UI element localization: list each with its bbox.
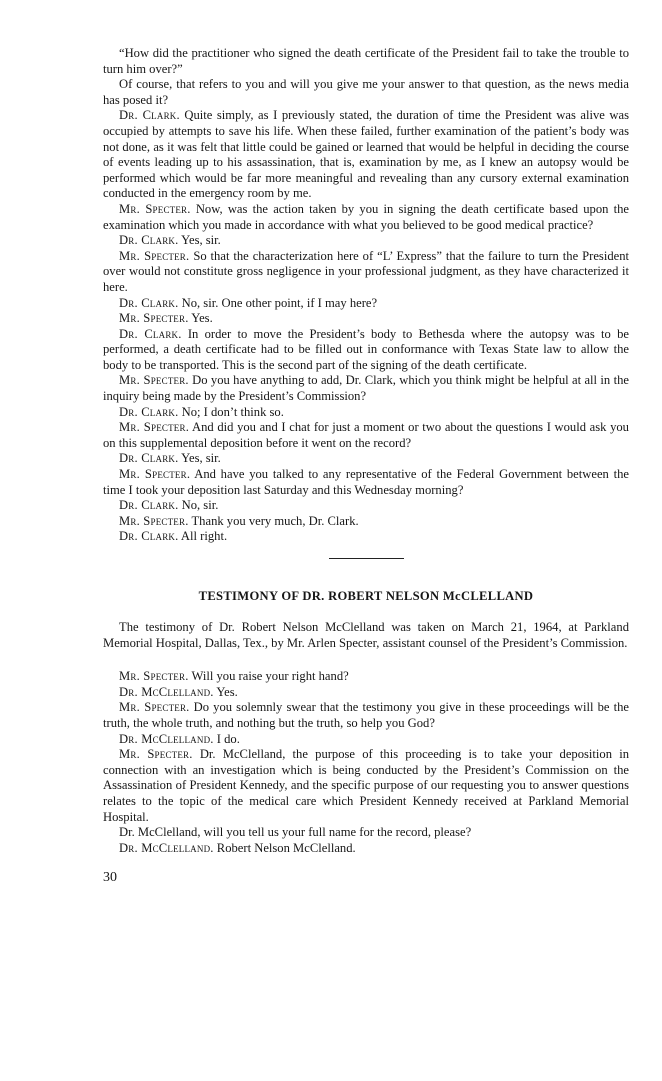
statement-text: No; I don’t think so.	[181, 404, 284, 419]
speaker-label: Dr. Clark.	[119, 451, 179, 466]
testimony-paragraph	[103, 108, 629, 202]
statement-text: Dr. McClelland, the purpose of this proceeding is to take your deposition in connection with an investigation which is being conducted by the President’s Commission on the Assassination of President Kennedy, and the specific purpose of our requesting you to answer questions relates to the topic of the medical care which President Kennedy received at Parkland Memorial Hospital.	[103, 747, 629, 824]
speaker-label: Mr. Specter.	[119, 373, 189, 388]
testimony-paragraph	[103, 514, 629, 530]
speaker-label: Mr. Specter.	[119, 747, 193, 762]
clark-testimony-continuation	[103, 46, 629, 545]
testimony-paragraph	[103, 327, 629, 374]
testimony-paragraph	[103, 202, 629, 233]
testimony-paragraph	[103, 467, 629, 498]
testimony-paragraph	[103, 373, 629, 404]
testimony-paragraph	[103, 311, 629, 327]
speaker-label: Mr. Specter.	[119, 669, 189, 684]
statement-text: No, sir.	[181, 498, 219, 513]
mcclelland-testimony	[103, 669, 629, 856]
statement-text: Yes.	[191, 311, 213, 326]
speaker-label: Mr. Specter.	[119, 420, 190, 435]
speaker-label: Dr. Clark.	[119, 233, 179, 248]
speaker-label: Dr. McClelland.	[119, 731, 214, 746]
statement-text: And have you talked to any representative of the Federal Government between the time I took your deposition last Saturday and this Wednesday morning?	[103, 467, 629, 497]
testimony-paragraph	[103, 405, 629, 421]
statement-text: Thank you very much, Dr. Clark.	[191, 513, 359, 528]
testimony-paragraph	[103, 46, 629, 77]
testimony-intro-paragraph: The testimony of Dr. Robert Nelson McClelland was taken on March 21, 1964, at Parkland Memorial Hospital, Dallas, Tex., by Mr. Arlen Specter, assistant counsel of the President’s Commission.	[103, 620, 629, 650]
statement-text: So that the characterization here of “L’ Express” that the failure to turn the President over would not constitute gross negligence in your professional judgment, as they have characterized it here.	[103, 248, 629, 294]
page-number: 30	[103, 870, 117, 886]
statement-text: Now, was the action taken by you in signing the death certificate based upon the examination which you made in accordance with what you believed to be good medical practice?	[103, 201, 629, 232]
statement-text: Of course, that refers to you and will you give me your answer to that question, as the news media has posed it?	[103, 77, 629, 107]
section-divider	[329, 558, 404, 559]
statement-text: Dr. McClelland, will you tell us your full name for the record, please?	[119, 825, 472, 840]
speaker-label: Dr. Clark.	[119, 108, 180, 123]
speaker-label: Dr. Clark.	[119, 295, 179, 310]
testimony-paragraph	[103, 685, 629, 701]
statement-text: All right.	[180, 529, 228, 544]
testimony-paragraph	[103, 825, 629, 841]
statement-text: Yes, sir.	[181, 233, 221, 248]
speaker-label: Dr. Clark.	[119, 404, 179, 419]
speaker-label: Mr. Specter.	[119, 311, 189, 326]
document-page	[103, 46, 629, 886]
testimony-paragraph	[103, 498, 629, 514]
statement-text: Yes.	[216, 684, 238, 699]
testimony-paragraph	[103, 249, 629, 296]
speaker-label: Dr. Clark.	[119, 498, 179, 513]
speaker-label: Dr. McClelland.	[119, 684, 214, 699]
testimony-paragraph	[103, 451, 629, 467]
speaker-label: Dr. Clark.	[119, 326, 182, 341]
testimony-paragraph	[103, 420, 629, 451]
testimony-paragraph	[103, 233, 629, 249]
testimony-paragraph	[103, 841, 629, 857]
testimony-paragraph	[103, 747, 629, 825]
testimony-paragraph	[103, 529, 629, 545]
speaker-label: Mr. Specter.	[119, 248, 190, 263]
statement-text: Do you have anything to add, Dr. Clark, which you think might be helpful at all in the inquiry being made by the President’s Commission?	[103, 373, 629, 404]
testimony-paragraph	[103, 77, 629, 108]
statement-text: Do you solemnly swear that the testimony you give in these proceedings will be the truth, the whole truth, and nothing but the truth, so help you God?	[103, 700, 629, 730]
testimony-paragraph	[103, 669, 629, 685]
testimony-paragraph	[103, 700, 629, 731]
speaker-label: Dr. McClelland.	[119, 840, 214, 855]
statement-text: I do.	[216, 731, 240, 746]
statement-text: Yes, sir.	[181, 451, 221, 466]
statement-text: “How did the practitioner who signed the death certificate of the President fail to take the trouble to turn him over?”	[103, 46, 629, 76]
statement-text: No, sir. One other point, if I may here?	[181, 295, 378, 310]
testimony-paragraph	[103, 296, 629, 312]
speaker-label: Mr. Specter.	[119, 513, 189, 528]
statement-text: Robert Nelson McClelland.	[216, 840, 356, 855]
speaker-label: Mr. Specter.	[119, 201, 191, 216]
speaker-label: Dr. Clark.	[119, 529, 179, 544]
speaker-label: Mr. Specter.	[119, 467, 191, 482]
statement-text: In order to move the President’s body to Bethesda where the autopsy was to be performed, a death certificate had to be filled out in conformance with Texas State law to allow the body to be transported. This is the second part of the signing of the death certificate.	[103, 326, 629, 372]
speaker-label: Mr. Specter.	[119, 700, 190, 715]
section-heading: TESTIMONY OF DR. ROBERT NELSON McCLELLAND	[198, 589, 534, 603]
statement-text: Quite simply, as I previously stated, the duration of time the President was alive was occupied by attempts to save his life. When these failed, further examination of the patient’s body was not done, as it was felt that little could be gained or learned that would be helpful in deciding the course of events leading up to his assassination, that is, examination by me, as I knew an autopsy would be performed which would be far more meaningful and revealing than any cursory external examination conducted in the emergency room by me.	[103, 108, 629, 201]
statement-text: Will you raise your right hand?	[191, 669, 349, 684]
testimony-paragraph	[103, 732, 629, 748]
statement-text: And did you and I chat for just a moment or two about the questions I would ask you on this supplemental deposition before it went on the record?	[103, 420, 629, 450]
